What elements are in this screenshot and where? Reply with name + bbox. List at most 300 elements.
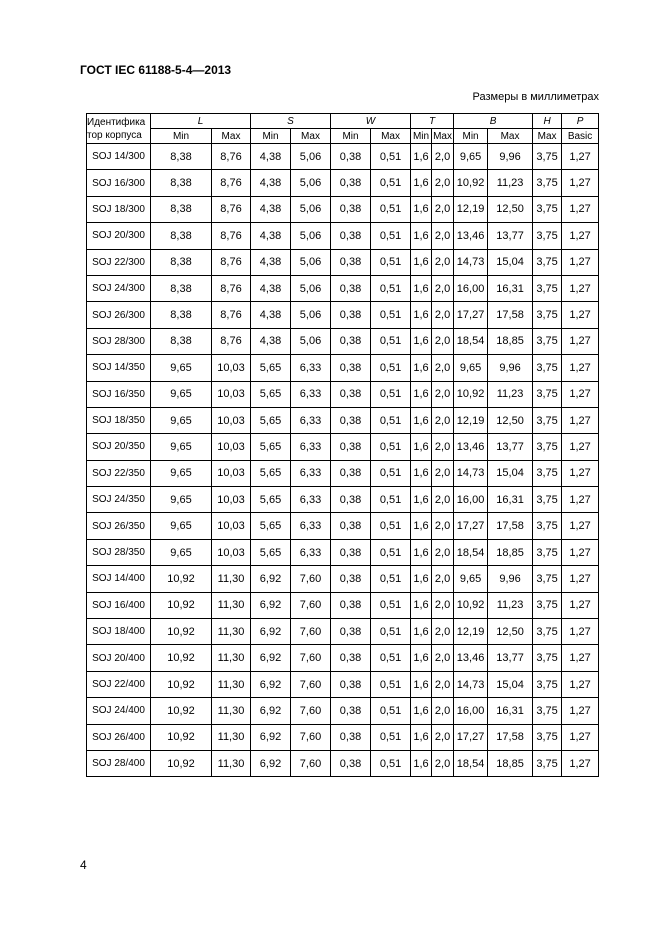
table-cell: 6,92 [251, 750, 291, 776]
table-cell: 2,0 [432, 275, 454, 301]
table-cell: 9,65 [151, 407, 212, 433]
table-cell: 4,38 [251, 223, 291, 249]
table-cell: 2,0 [432, 671, 454, 697]
table-cell: 3,75 [533, 144, 562, 170]
table-cell: 13,77 [488, 645, 533, 671]
table-cell: 3,75 [533, 196, 562, 222]
subheader-cell: Min [251, 129, 291, 144]
table-cell: 6,33 [291, 513, 331, 539]
table-cell: 1,27 [562, 724, 599, 750]
table-cell: 0,51 [371, 381, 411, 407]
table-cell: 12,50 [488, 407, 533, 433]
table-cell: 7,60 [291, 750, 331, 776]
table-cell: 1,27 [562, 170, 599, 196]
table-row [87, 328, 599, 354]
table-row [87, 302, 599, 328]
table-subheader-row [87, 129, 599, 144]
table-cell: 1,27 [562, 645, 599, 671]
table-cell: 11,30 [212, 592, 251, 618]
table-cell: 2,0 [432, 566, 454, 592]
table-cell: 15,04 [488, 249, 533, 275]
table-cell: 1,6 [411, 355, 432, 381]
table-cell: 11,30 [212, 671, 251, 697]
table-cell: 2,0 [432, 698, 454, 724]
table-cell: 1,27 [562, 249, 599, 275]
page-number: 4 [80, 858, 87, 872]
table-cell: 2,0 [432, 249, 454, 275]
table-cell: 2,0 [432, 513, 454, 539]
table-cell: 0,38 [331, 750, 371, 776]
table-cell: 0,38 [331, 698, 371, 724]
table-row [87, 698, 599, 724]
table-cell: 4,38 [251, 249, 291, 275]
table-cell: 9,65 [454, 144, 488, 170]
table-cell: 3,75 [533, 275, 562, 301]
table-cell: 18,85 [488, 750, 533, 776]
table-cell: 1,6 [411, 144, 432, 170]
table-cell: 17,27 [454, 724, 488, 750]
table-cell: 1,6 [411, 302, 432, 328]
table-cell: 10,92 [151, 698, 212, 724]
table-row [87, 249, 599, 275]
package-identifier-cell: SOJ 22/400 [87, 671, 151, 697]
table-cell: 1,27 [562, 539, 599, 565]
table-cell: 2,0 [432, 223, 454, 249]
table-cell: 6,92 [251, 724, 291, 750]
table-cell: 12,50 [488, 619, 533, 645]
table-cell: 10,92 [454, 592, 488, 618]
table-cell: 0,38 [331, 513, 371, 539]
table-cell: 2,0 [432, 724, 454, 750]
table-cell: 1,27 [562, 328, 599, 354]
table-cell: 1,27 [562, 592, 599, 618]
table-cell: 10,92 [151, 592, 212, 618]
table-cell: 0,51 [371, 275, 411, 301]
table-row [87, 144, 599, 170]
table-cell: 1,27 [562, 381, 599, 407]
subheader-cell: Basic [562, 129, 599, 144]
table-cell: 3,75 [533, 724, 562, 750]
package-identifier-cell: SOJ 22/300 [87, 249, 151, 275]
table-cell: 8,76 [212, 170, 251, 196]
table-cell: 1,6 [411, 328, 432, 354]
table-cell: 9,96 [488, 566, 533, 592]
table-cell: 8,76 [212, 275, 251, 301]
table-row [87, 645, 599, 671]
table-cell: 1,27 [562, 750, 599, 776]
table-cell: 11,30 [212, 724, 251, 750]
table-group-header-row [87, 114, 599, 129]
table-cell: 0,38 [331, 724, 371, 750]
table-cell: 14,73 [454, 249, 488, 275]
table-cell: 0,51 [371, 487, 411, 513]
table-row [87, 592, 599, 618]
table-cell: 9,65 [151, 434, 212, 460]
table-cell: 4,38 [251, 144, 291, 170]
table-cell: 0,38 [331, 592, 371, 618]
table-cell: 5,06 [291, 196, 331, 222]
table-cell: 0,51 [371, 407, 411, 433]
table-cell: 5,65 [251, 381, 291, 407]
package-identifier-cell: SOJ 14/350 [87, 355, 151, 381]
table-cell: 12,19 [454, 196, 488, 222]
table-row [87, 434, 599, 460]
table-cell: 0,38 [331, 302, 371, 328]
table-cell: 11,30 [212, 619, 251, 645]
table-cell: 3,75 [533, 407, 562, 433]
table-cell: 1,27 [562, 460, 599, 486]
table-cell: 18,54 [454, 750, 488, 776]
table-cell: 2,0 [432, 592, 454, 618]
table-cell: 10,03 [212, 487, 251, 513]
table-cell: 5,06 [291, 144, 331, 170]
table-cell: 0,38 [331, 434, 371, 460]
table-row [87, 460, 599, 486]
table-cell: 14,73 [454, 460, 488, 486]
table-cell: 5,06 [291, 302, 331, 328]
table-cell: 8,76 [212, 328, 251, 354]
table-cell: 0,38 [331, 539, 371, 565]
table-cell: 0,51 [371, 302, 411, 328]
table-cell: 0,51 [371, 170, 411, 196]
table-cell: 1,27 [562, 144, 599, 170]
table-cell: 5,65 [251, 460, 291, 486]
table-cell: 8,38 [151, 275, 212, 301]
table-cell: 5,06 [291, 275, 331, 301]
table-cell: 2,0 [432, 407, 454, 433]
table-cell: 17,58 [488, 513, 533, 539]
package-identifier-cell: SOJ 26/400 [87, 724, 151, 750]
subheader-cell: Max [433, 130, 452, 142]
column-group-h: H [533, 114, 562, 129]
table-cell: 1,6 [411, 566, 432, 592]
table-cell: 6,33 [291, 539, 331, 565]
package-identifier-cell: SOJ 16/400 [87, 592, 151, 618]
table-cell: 0,51 [371, 223, 411, 249]
table-cell: 2,0 [432, 196, 454, 222]
table-cell: 0,38 [331, 566, 371, 592]
table-cell: 3,75 [533, 434, 562, 460]
subheader-cell: Max [488, 129, 533, 144]
table-cell: 1,27 [562, 698, 599, 724]
table-cell: 4,38 [251, 275, 291, 301]
table-cell: 0,51 [371, 460, 411, 486]
table-cell: 17,27 [454, 302, 488, 328]
table-row [87, 196, 599, 222]
table-cell: 1,27 [562, 619, 599, 645]
table-cell: 10,92 [454, 170, 488, 196]
table-cell: 2,0 [432, 645, 454, 671]
table-cell: 10,03 [212, 513, 251, 539]
table-cell: 10,92 [151, 724, 212, 750]
table-cell: 16,00 [454, 275, 488, 301]
table-cell: 1,6 [411, 619, 432, 645]
table-cell: 1,6 [411, 645, 432, 671]
table-cell: 8,38 [151, 249, 212, 275]
table-cell: 1,27 [562, 196, 599, 222]
table-row [87, 487, 599, 513]
table-cell: 15,04 [488, 671, 533, 697]
table-cell: 0,51 [371, 513, 411, 539]
table-cell: 0,51 [371, 645, 411, 671]
table-row [87, 724, 599, 750]
table-row [87, 275, 599, 301]
table-cell: 1,27 [562, 434, 599, 460]
table-cell: 2,0 [432, 328, 454, 354]
table-cell: 2,0 [432, 539, 454, 565]
table-cell: 1,6 [411, 407, 432, 433]
package-identifier-cell: SOJ 20/300 [87, 223, 151, 249]
table-cell: 3,75 [533, 592, 562, 618]
table-cell: 1,6 [411, 275, 432, 301]
table-cell: 0,38 [331, 328, 371, 354]
column-group-l: L [151, 114, 251, 129]
table-cell: 0,51 [371, 671, 411, 697]
table-cell: 1,6 [411, 671, 432, 697]
table-cell: 12,19 [454, 619, 488, 645]
column-group-t: T [411, 114, 454, 129]
table-cell: 3,75 [533, 698, 562, 724]
table-cell: 1,27 [562, 302, 599, 328]
table-cell: 9,96 [488, 144, 533, 170]
table-cell: 13,77 [488, 223, 533, 249]
table-cell: 6,92 [251, 566, 291, 592]
subheader-cell: Min [411, 129, 432, 144]
table-cell: 3,75 [533, 381, 562, 407]
table-cell: 3,75 [533, 539, 562, 565]
table-cell: 7,60 [291, 592, 331, 618]
table-cell: 0,38 [331, 196, 371, 222]
table-cell: 0,51 [371, 698, 411, 724]
table-cell: 8,76 [212, 144, 251, 170]
table-cell: 10,03 [212, 355, 251, 381]
table-cell: 1,6 [411, 249, 432, 275]
table-cell: 8,38 [151, 170, 212, 196]
table-cell: 10,03 [212, 434, 251, 460]
table-cell: 5,06 [291, 223, 331, 249]
table-cell: 7,60 [291, 619, 331, 645]
table-cell: 3,75 [533, 460, 562, 486]
table-cell: 3,75 [533, 487, 562, 513]
table-cell: 1,6 [411, 196, 432, 222]
table-cell: 0,51 [371, 619, 411, 645]
table-cell: 1,6 [411, 170, 432, 196]
table-cell: 17,27 [454, 513, 488, 539]
package-identifier-cell: SOJ 18/400 [87, 619, 151, 645]
table-cell: 0,51 [371, 355, 411, 381]
table-cell: 8,76 [212, 196, 251, 222]
table-row [87, 355, 599, 381]
table-cell: 0,38 [331, 460, 371, 486]
table-cell: 1,6 [411, 487, 432, 513]
package-identifier-cell: SOJ 28/300 [87, 328, 151, 354]
table-cell: 2,0 [432, 170, 454, 196]
subheader-cell: Min [151, 129, 212, 144]
table-cell: 1,6 [411, 460, 432, 486]
table-cell: 9,65 [151, 487, 212, 513]
table-cell: 3,75 [533, 302, 562, 328]
table-cell: 1,6 [411, 724, 432, 750]
table-cell: 11,30 [212, 645, 251, 671]
table-cell: 16,31 [488, 698, 533, 724]
table-cell: 3,75 [533, 513, 562, 539]
package-identifier-cell: SOJ 14/400 [87, 566, 151, 592]
table-cell: 0,51 [371, 249, 411, 275]
package-identifier-cell: SOJ 18/350 [87, 407, 151, 433]
table-cell: 1,27 [562, 223, 599, 249]
table-cell: 0,38 [331, 619, 371, 645]
table-cell: 1,6 [411, 698, 432, 724]
units-caption: Размеры в миллиметрах [472, 91, 599, 103]
table-cell: 2,0 [432, 487, 454, 513]
subheader-cell: Max [533, 129, 562, 144]
table-cell: 9,65 [151, 460, 212, 486]
table-cell: 5,65 [251, 539, 291, 565]
table-cell: 6,92 [251, 592, 291, 618]
table-cell: 2,0 [432, 355, 454, 381]
subheader-cell: Max [371, 129, 411, 144]
table-cell: 9,65 [151, 355, 212, 381]
table-row [87, 671, 599, 697]
table-cell: 11,23 [488, 170, 533, 196]
table-cell: 1,27 [562, 355, 599, 381]
package-identifier-cell: SOJ 14/300 [87, 144, 151, 170]
package-identifier-cell: SOJ 20/400 [87, 645, 151, 671]
package-identifier-cell: SOJ 16/300 [87, 170, 151, 196]
table-cell: 18,85 [488, 328, 533, 354]
table-cell: 1,27 [562, 407, 599, 433]
table-cell: 0,51 [371, 724, 411, 750]
table-cell: 4,38 [251, 170, 291, 196]
table-cell: 9,65 [151, 381, 212, 407]
table-cell: 18,54 [454, 328, 488, 354]
package-identifier-cell: SOJ 24/400 [87, 698, 151, 724]
table-cell: 0,51 [371, 328, 411, 354]
table-row [87, 619, 599, 645]
table-cell: 5,65 [251, 487, 291, 513]
table-cell: 1,6 [411, 513, 432, 539]
table-cell: 11,30 [212, 566, 251, 592]
table-cell: 0,51 [371, 434, 411, 460]
table-cell: 3,75 [533, 249, 562, 275]
table-cell: 16,00 [454, 487, 488, 513]
package-identifier-cell: SOJ 20/350 [87, 434, 151, 460]
table-cell: 8,76 [212, 302, 251, 328]
table-cell: 13,46 [454, 223, 488, 249]
table-cell: 5,06 [291, 249, 331, 275]
table-cell: 3,75 [533, 328, 562, 354]
table-cell: 1,27 [562, 275, 599, 301]
table-cell: 5,06 [291, 328, 331, 354]
table-cell: 0,51 [371, 539, 411, 565]
column-group-w: W [331, 114, 411, 129]
table-row [87, 750, 599, 776]
table-cell: 12,19 [454, 407, 488, 433]
table-cell: 0,38 [331, 355, 371, 381]
subheader-cell: Max [291, 129, 331, 144]
table-cell: 8,38 [151, 302, 212, 328]
package-identifier-cell: SOJ 28/400 [87, 750, 151, 776]
table-cell: 6,33 [291, 460, 331, 486]
package-identifier-cell: SOJ 28/350 [87, 539, 151, 565]
table-cell: 9,65 [454, 566, 488, 592]
package-identifier-cell: SOJ 16/350 [87, 381, 151, 407]
table-cell: 3,75 [533, 750, 562, 776]
table-cell: 5,65 [251, 434, 291, 460]
table-cell: 7,60 [291, 724, 331, 750]
table-cell: 5,06 [291, 170, 331, 196]
table-cell: 2,0 [432, 381, 454, 407]
table-cell: 10,03 [212, 539, 251, 565]
table-cell: 4,38 [251, 302, 291, 328]
column-group-s: S [251, 114, 331, 129]
table-cell: 16,31 [488, 275, 533, 301]
column-group-p: P [562, 114, 599, 129]
table-cell: 5,65 [251, 513, 291, 539]
dimensions-table [86, 113, 599, 777]
table-cell: 1,6 [411, 381, 432, 407]
table-cell: 6,92 [251, 645, 291, 671]
table-cell: 8,38 [151, 196, 212, 222]
table-cell: 0,51 [371, 566, 411, 592]
table-cell: 10,92 [151, 566, 212, 592]
table-cell: 3,75 [533, 619, 562, 645]
table-cell: 7,60 [291, 645, 331, 671]
column-group-b: B [454, 114, 533, 129]
table-body [87, 144, 599, 777]
table-cell: 9,96 [488, 355, 533, 381]
table-cell: 6,33 [291, 487, 331, 513]
table-cell: 9,65 [151, 513, 212, 539]
table-cell: 18,85 [488, 539, 533, 565]
table-cell: 8,38 [151, 223, 212, 249]
table-row [87, 513, 599, 539]
table-cell: 6,33 [291, 355, 331, 381]
table-cell: 16,00 [454, 698, 488, 724]
table-cell: 0,38 [331, 275, 371, 301]
table-cell: 1,27 [562, 671, 599, 697]
table-cell: 4,38 [251, 328, 291, 354]
subheader-cell: Min [454, 129, 488, 144]
subheader-cell: Max [212, 129, 251, 144]
table-cell: 9,65 [151, 539, 212, 565]
table-cell: 18,54 [454, 539, 488, 565]
table-cell: 8,38 [151, 328, 212, 354]
table-cell: 15,04 [488, 460, 533, 486]
table-cell: 13,46 [454, 434, 488, 460]
table-cell: 2,0 [432, 434, 454, 460]
package-identifier-cell: SOJ 26/350 [87, 513, 151, 539]
table-cell: 10,03 [212, 407, 251, 433]
table-cell: 11,30 [212, 750, 251, 776]
table-cell: 12,50 [488, 196, 533, 222]
table-cell: 3,75 [533, 223, 562, 249]
table-cell: 1,6 [411, 434, 432, 460]
table-cell: 0,38 [331, 223, 371, 249]
table-cell: 10,92 [151, 645, 212, 671]
table-cell: 11,30 [212, 698, 251, 724]
table-cell: 11,23 [488, 592, 533, 618]
table-cell: 3,75 [533, 671, 562, 697]
table-cell: 10,03 [212, 381, 251, 407]
table-cell: 1,27 [562, 487, 599, 513]
table-cell: 7,60 [291, 698, 331, 724]
table-cell: 8,38 [151, 144, 212, 170]
table-cell: 2,0 [432, 460, 454, 486]
table-cell: 0,51 [371, 196, 411, 222]
table-cell: 10,92 [454, 381, 488, 407]
table-cell: 10,92 [151, 671, 212, 697]
